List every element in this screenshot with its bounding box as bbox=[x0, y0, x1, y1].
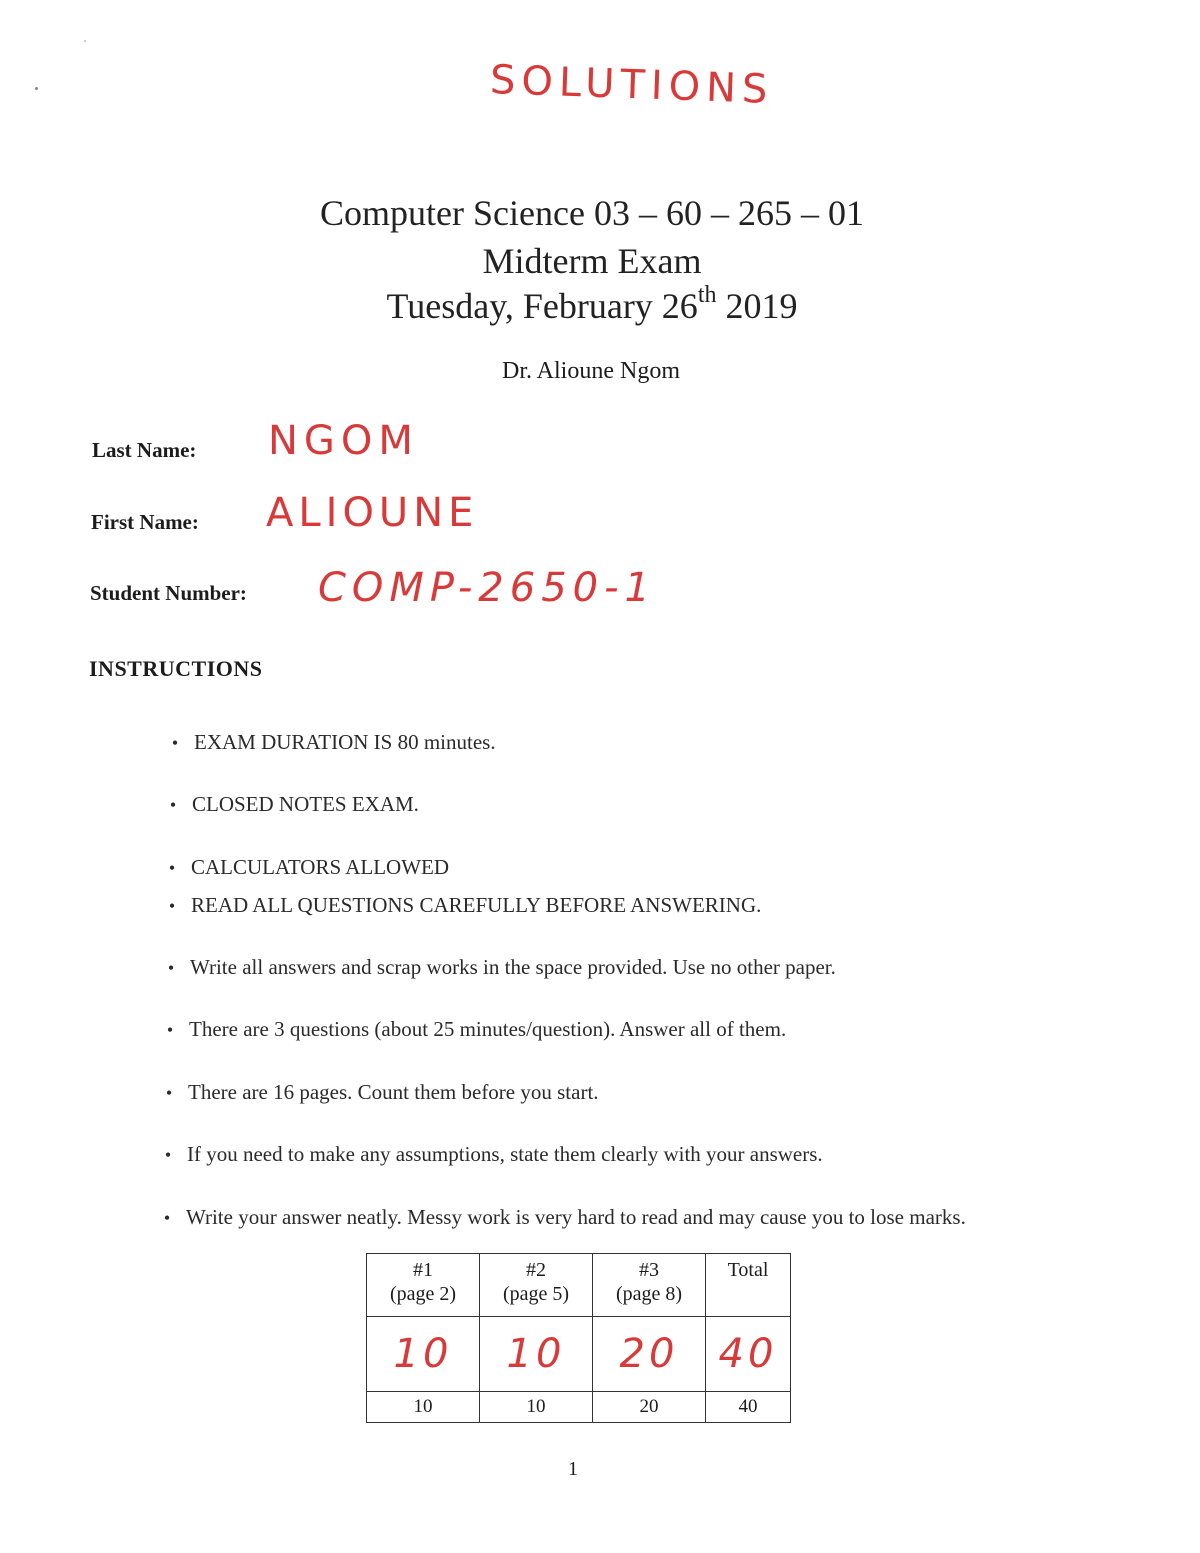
total-score: 40 bbox=[718, 1331, 778, 1377]
instruction-item bbox=[163, 1017, 786, 1042]
question-2-score: 10 bbox=[506, 1331, 566, 1377]
solutions-annotation: SOLUTIONS bbox=[489, 57, 775, 113]
question-1-score: 10 bbox=[393, 1331, 453, 1377]
instruction-text: EXAM DURATION IS 80 minutes. bbox=[194, 730, 496, 754]
question-page: (page 5) bbox=[502, 1283, 570, 1305]
course-title: Computer Science 03 – 60 – 265 – 01 bbox=[320, 193, 864, 233]
student-number-value[interactable]: COMP-2650-1 bbox=[318, 565, 656, 611]
question-3-score-cell[interactable] bbox=[593, 1317, 706, 1392]
instruction-text: Write all answers and scrap works in the space provided. Use no other paper. bbox=[190, 955, 836, 979]
total-max: 40 bbox=[706, 1392, 791, 1423]
score-table bbox=[366, 1253, 791, 1423]
first-name-label: First Name: bbox=[91, 510, 199, 534]
instruction-text: READ ALL QUESTIONS CAREFULLY BEFORE ANSWERING. bbox=[191, 893, 762, 917]
question-3-score: 20 bbox=[619, 1331, 679, 1377]
exam-date-suffix: th bbox=[697, 282, 717, 308]
question-3-header bbox=[593, 1254, 706, 1317]
bullet-icon: • bbox=[169, 795, 177, 815]
bullet-icon: • bbox=[167, 958, 175, 978]
score-table-score-row bbox=[367, 1317, 791, 1392]
question-2-max: 10 bbox=[480, 1392, 593, 1423]
total-label: Total bbox=[727, 1259, 769, 1281]
question-number: #2 bbox=[526, 1259, 546, 1281]
exam-date bbox=[0, 282, 1184, 327]
question-2-score-cell[interactable] bbox=[480, 1317, 593, 1392]
last-name-label: Last Name: bbox=[92, 438, 197, 462]
bullet-icon: • bbox=[165, 1083, 173, 1103]
question-page: (page 2) bbox=[389, 1283, 457, 1305]
instruction-item bbox=[166, 792, 419, 817]
instructor-name: Dr. Alioune Ngom bbox=[502, 358, 680, 384]
question-number: #3 bbox=[639, 1259, 659, 1281]
last-name-value[interactable]: NGOM bbox=[268, 418, 419, 464]
instruction-item bbox=[161, 1142, 823, 1167]
question-2-header bbox=[480, 1254, 593, 1317]
instruction-item bbox=[165, 893, 761, 918]
bullet-icon: • bbox=[168, 896, 176, 916]
page-number: 1 bbox=[568, 1458, 578, 1480]
question-1-max: 10 bbox=[367, 1392, 480, 1423]
question-number: #1 bbox=[413, 1259, 433, 1281]
scan-speck bbox=[35, 87, 38, 90]
instruction-item bbox=[168, 730, 496, 755]
scan-speck bbox=[84, 40, 86, 42]
exam-date-year: 2019 bbox=[716, 286, 798, 326]
first-name-value[interactable]: ALIOUNE bbox=[266, 490, 479, 536]
question-1-score-cell[interactable] bbox=[367, 1317, 480, 1392]
score-table-header-row bbox=[367, 1254, 791, 1317]
bullet-icon: • bbox=[171, 733, 179, 753]
instruction-text: CALCULATORS ALLOWED bbox=[191, 855, 450, 879]
instruction-item bbox=[160, 1205, 966, 1230]
total-header bbox=[706, 1254, 791, 1317]
student-number-label: Student Number: bbox=[90, 581, 247, 605]
instruction-text: If you need to make any assumptions, state them clearly with your answers. bbox=[187, 1142, 823, 1166]
instruction-text: CLOSED NOTES EXAM. bbox=[192, 792, 419, 816]
total-score-cell[interactable] bbox=[706, 1317, 791, 1392]
bullet-icon: • bbox=[163, 1208, 171, 1228]
exam-date-prefix: Tuesday, February 26 bbox=[386, 286, 698, 326]
bullet-icon: • bbox=[166, 1020, 174, 1040]
exam-title: Midterm Exam bbox=[482, 241, 702, 281]
bullet-icon: • bbox=[164, 1145, 172, 1165]
instructions-heading: INSTRUCTIONS bbox=[89, 656, 263, 681]
question-3-max: 20 bbox=[593, 1392, 706, 1423]
score-table-max-row bbox=[367, 1392, 791, 1423]
question-1-header bbox=[367, 1254, 480, 1317]
instruction-text: There are 16 pages. Count them before you start. bbox=[188, 1080, 599, 1104]
bullet-icon: • bbox=[168, 858, 176, 878]
instruction-item bbox=[164, 955, 836, 980]
question-page: (page 8) bbox=[615, 1283, 683, 1305]
instruction-text: There are 3 questions (about 25 minutes/question). Answer all of them. bbox=[189, 1017, 787, 1041]
instruction-item bbox=[162, 1080, 599, 1105]
instruction-text: Write your answer neatly. Messy work is very hard to read and may cause you to lose marks. bbox=[186, 1205, 966, 1229]
instruction-item bbox=[165, 855, 449, 880]
